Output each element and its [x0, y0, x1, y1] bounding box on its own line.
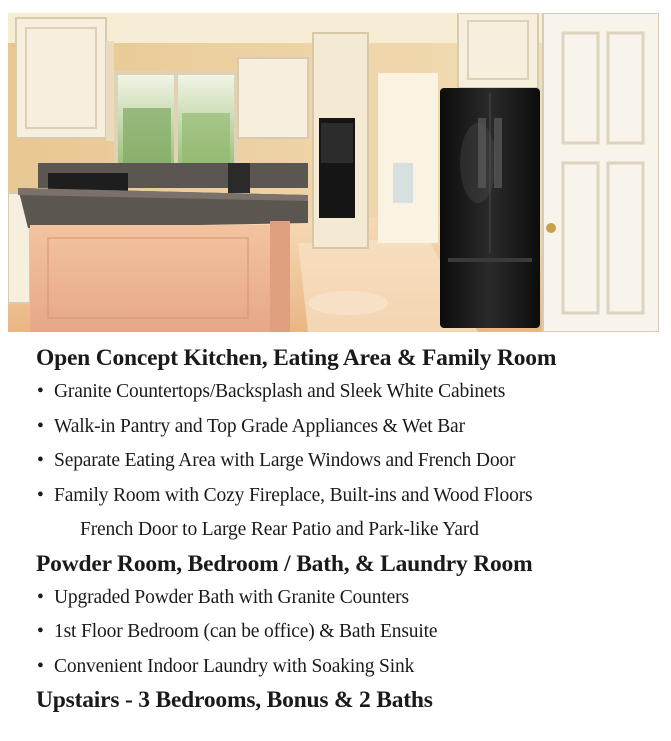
- feature-copy: [36, 342, 656, 717]
- list-item-text: Separate Eating Area with Large Windows and French Door: [54, 450, 516, 471]
- section-heading-upstairs: Upstairs - 3 Bedrooms, Bonus & 2 Baths: [36, 687, 433, 713]
- bullet-icon: •: [37, 586, 44, 608]
- list-item: [36, 444, 656, 479]
- bullet-icon: •: [37, 381, 44, 402]
- powder-room-bullet-list: [36, 581, 656, 685]
- kitchen-bullet-list: [36, 375, 656, 513]
- bullet-icon: •: [37, 415, 44, 437]
- bullet-icon: •: [37, 655, 44, 677]
- list-item-text: Convenient Indoor Laundry with Soaking Sink: [54, 655, 415, 677]
- list-item: [36, 650, 656, 685]
- list-item-text: Upgraded Powder Bath with Granite Counters: [54, 586, 409, 608]
- list-item-text: 1st Floor Bedroom (can be office) & Bath Ensuite: [54, 621, 438, 642]
- list-item-text: Family Room with Cozy Fireplace, Built-ins and Wood Floors: [54, 484, 533, 506]
- list-item: [36, 615, 656, 650]
- list-item: [36, 479, 656, 514]
- section-heading-powder-room: Powder Room, Bedroom / Bath, & Laundry Room: [36, 550, 533, 577]
- kitchen-photo: [8, 13, 659, 332]
- kitchen-photo-illustration: [8, 13, 659, 332]
- list-item: [36, 410, 656, 445]
- list-item-text: Walk-in Pantry and Top Grade Appliances & Wet Bar: [54, 415, 465, 437]
- section-heading-kitchen: Open Concept Kitchen, Eating Area & Family Room: [36, 345, 557, 371]
- list-item: [36, 581, 656, 616]
- bullet-icon: •: [37, 621, 44, 642]
- list-item-text: Granite Countertops/Backsplash and Sleek White Cabinets: [54, 381, 506, 402]
- bullet-icon: •: [37, 450, 44, 471]
- bullet-icon: •: [37, 484, 44, 506]
- list-item: [36, 375, 656, 410]
- list-item-continuation: French Door to Large Rear Patio and Park-like Yard: [80, 519, 479, 540]
